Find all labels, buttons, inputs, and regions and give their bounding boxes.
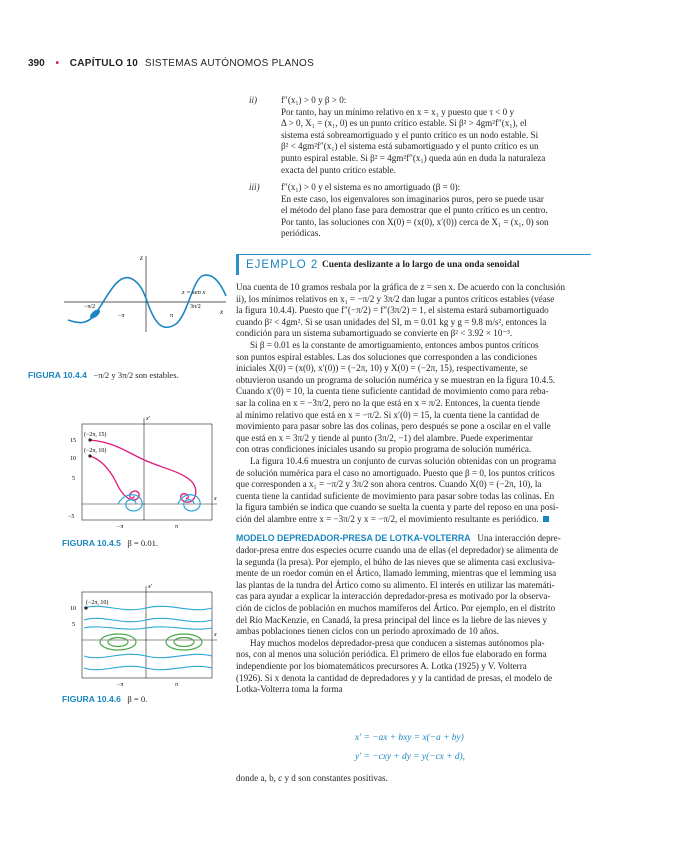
x-tick-pi: π bbox=[175, 524, 179, 530]
orbit-top-1 bbox=[84, 606, 212, 609]
text-line: La figura 10.4.6 muestra un conjunto de curvas solución obtenidas con un programa bbox=[250, 455, 557, 466]
y-tick-10: 10 bbox=[70, 456, 76, 462]
text-line: que corresponden a x₁ = −π/2 y 3π/2 son ahora centros. Cuando X(0) = (−2π, 10), la bbox=[236, 479, 542, 490]
y-tick-5: 5 bbox=[72, 476, 75, 482]
example-heading bbox=[236, 254, 591, 277]
text-line: nos, con al menos una solución periódica. El primero de ellos fue elaborado en forma bbox=[236, 649, 547, 660]
y-tick-15: 15 bbox=[70, 438, 76, 444]
text-line: la figura también se indica que cuando se suelta la cuenta y parte del reposo en una posi- bbox=[236, 502, 559, 513]
x-tick-neg-pi: −π bbox=[117, 524, 124, 530]
item-line: punto espiral estable. Si β² = 4gm²f″(x₁) queda aún en duda la naturaleza bbox=[281, 152, 546, 163]
chapter-label: CAPÍTULO 10 bbox=[69, 58, 139, 69]
text-line: sar la colina en x = −3π/2, pero no la que está en x = π/2. Entonces, la cuenta tiende bbox=[236, 397, 540, 408]
item-line: Por tanto, hay un mínimo relativo en x = x₁ y puesto que τ < 0 y bbox=[281, 106, 515, 117]
model-heading: MODELO DEPREDADOR-PRESA DE LOTKA-VOLTERRA bbox=[236, 533, 471, 544]
example-marker bbox=[236, 255, 239, 275]
text-line: las plantas de la tundra del Ártico como su alimento. El interés en utilizar las matemáti- bbox=[236, 579, 555, 590]
item-body bbox=[281, 182, 589, 240]
text-line: cas para ayudar a explicar la interacción depredador-presa es motivado por la observa- bbox=[236, 591, 551, 602]
x-tick-pi: π bbox=[175, 682, 179, 688]
model-paragraph-2 bbox=[236, 638, 591, 696]
end-of-example-square bbox=[543, 516, 549, 522]
trajectory-beta-001-x0-10 bbox=[90, 456, 139, 500]
item-ii bbox=[249, 95, 589, 176]
item-iii bbox=[249, 182, 589, 240]
header-bullet: • bbox=[55, 58, 59, 69]
tick-three-half-pi: 3π/2 bbox=[190, 304, 201, 310]
axis-label-y: x′ bbox=[148, 584, 152, 590]
text-line: al mínimo relativo que está en x = −π/2. Si x′(0) = 15, la cuenta tiene la cantidad de bbox=[236, 409, 540, 420]
figure-caption-text: β = 0. bbox=[127, 694, 148, 704]
item-body bbox=[281, 95, 589, 176]
page-number: 390 bbox=[28, 58, 45, 69]
item-label: ii) bbox=[249, 95, 258, 105]
item-line: periódicas. bbox=[281, 228, 321, 239]
example-subtitle: Cuenta deslizante a lo largo de una onda senoidal bbox=[322, 260, 520, 270]
text-line: de solución numérica para el caso no amortiguado. Puesto que β = 0, los puntos críticos bbox=[236, 467, 555, 478]
text-line: que está en x = 3π/2 y tiende al punto (3π/2, −1) del alambre. Puede experimentar bbox=[236, 432, 533, 443]
item-line: el método del plano fase para demostrar que el punto crítico es un centro. bbox=[281, 205, 548, 216]
text-line: independiente por los biomatemáticos precursores A. Lotka (1925) y V. Volterra bbox=[236, 661, 527, 671]
center-orbit-left-outer bbox=[100, 634, 136, 650]
figure-caption-text: β = 0.01. bbox=[127, 538, 159, 548]
model-paragraph-1 bbox=[236, 533, 591, 637]
figure-10-4-4 bbox=[60, 252, 230, 334]
item-line: f″(x₁) > 0 y el sistema es no amortiguado (β = 0): bbox=[281, 182, 461, 192]
orbit-bottom-1 bbox=[84, 654, 212, 657]
figure-caption-10-4-5 bbox=[62, 538, 262, 549]
center-orbit-right-outer bbox=[166, 634, 202, 650]
y-tick-5: 5 bbox=[72, 622, 75, 628]
y-tick-10: 10 bbox=[70, 606, 76, 612]
example-text bbox=[236, 282, 591, 696]
equation-x-prime: x′ = −ax + bxy = x(−a + by) bbox=[355, 733, 464, 743]
orbit-bottom-2 bbox=[84, 666, 212, 669]
item-line: Δ > 0, X₁ = (x₁, 0) es un punto crítico estable. Si β² > 4gm²f″(x₁), el bbox=[281, 118, 527, 129]
text-line: cuenta tiene la cantidad suficiente de movimiento para pasar sobre todas las colinas. En bbox=[236, 490, 555, 501]
label-point-15: (−2π, 15) bbox=[84, 432, 107, 438]
curve-label: z = sen x bbox=[182, 289, 206, 296]
text-line: iniciales X(0) = (x(0), x′(0)) = (−2π, 10) y X(0) = (−2π, 15), respectivamente, se bbox=[236, 363, 528, 374]
figure-10-4-5 bbox=[62, 412, 222, 530]
figure-label: FIGURA 10.4.5 bbox=[62, 538, 121, 548]
text-line: Hay muchos modelos depredador-presa que conducen a sistemas autónomos pla- bbox=[250, 637, 545, 648]
paragraph-1 bbox=[236, 282, 591, 340]
figure-caption-10-4-4 bbox=[28, 370, 228, 381]
text-line: con otras condiciones iniciales usando su propio programa de solución numérica. bbox=[236, 444, 532, 455]
text-line: Cuando x′(0) = 10, la cuenta tiene suficiente cantidad de movimiento como para reba- bbox=[236, 386, 549, 397]
model-closing: donde a, b, c y d son constantes positivas. bbox=[236, 773, 388, 783]
text-line: Una cuenta de 10 gramos resbala por la gráfica de z = sen x. De acuerdo con la conclusión bbox=[236, 282, 566, 292]
figure-10-4-6 bbox=[62, 580, 222, 688]
center-orbit-right-inner bbox=[174, 638, 194, 647]
text-line: del Río MacKenzie, en Canadá, la presa principal del lince es la liebre de las nieves y bbox=[236, 614, 548, 625]
sine-curve bbox=[68, 275, 226, 327]
section-title: SISTEMAS AUTÓNOMOS PLANOS bbox=[144, 58, 315, 69]
item-line: En este caso, los eigenvalores son imaginarios puros, pero se puede usar bbox=[281, 193, 544, 204]
axis-label-x: x bbox=[220, 308, 224, 316]
text-line: Lotka-Volterra toma la forma bbox=[236, 684, 343, 695]
item-line: f″(x₁) > 0 y β > 0: bbox=[281, 95, 347, 105]
example-title: EJEMPLO 2 bbox=[246, 259, 319, 271]
initial-point-10 bbox=[84, 606, 87, 609]
paragraph-2 bbox=[236, 340, 591, 456]
label-point-10: (−2π, 10) bbox=[84, 448, 107, 454]
text-line: condición para un sistema subamortiguado se convierte en β² < 3.92 × 10⁻³. bbox=[236, 328, 513, 339]
paragraph-3 bbox=[236, 456, 591, 526]
plot-frame bbox=[82, 424, 212, 520]
item-label: iii) bbox=[249, 182, 260, 192]
label-point-10: (−2π, 10) bbox=[86, 600, 109, 606]
initial-point-10 bbox=[88, 454, 91, 457]
figure-label: FIGURA 10.4.6 bbox=[62, 694, 121, 704]
y-tick-neg5: −5 bbox=[68, 514, 75, 520]
text-line: ii), los mínimos relativos en x₁ = −π/2 y 3π/2 dan lugar a puntos críticos estables (véase bbox=[236, 293, 555, 304]
orbit-top-3 bbox=[84, 627, 212, 629]
x-tick-neg-pi: −π bbox=[117, 682, 124, 688]
text-line: ambas poblaciones tienen ciclos con un periodo aproximado de 10 años. bbox=[236, 626, 499, 637]
text-line: son puntos espiral estables. Las dos soluciones que corresponden a las condiciones bbox=[236, 351, 538, 362]
initial-point-15 bbox=[88, 438, 91, 441]
text-line: Si β = 0.01 es la constante de amortiguamiento, entonces ambos puntos críticos bbox=[250, 339, 539, 350]
item-line: exacta del punto crítico estable. bbox=[281, 164, 396, 175]
figure-caption-10-4-6 bbox=[62, 694, 262, 705]
text-line: obtuvieron usando un programa de solución numérica y se muestran en la figura 10.4.5. bbox=[236, 374, 556, 385]
axis-label-z: z bbox=[140, 254, 143, 262]
text-line: ción del alambre entre x = −3π/2 y x = −π/2, el movimiento resultante es periódico. bbox=[236, 513, 539, 524]
tick-neg-pi: −π bbox=[118, 313, 125, 319]
axis-label-x: x bbox=[214, 496, 217, 502]
text-line: dador-presa entre dos especies ocurre cuando una de ellas (el depredador) se alimenta de bbox=[236, 545, 559, 556]
equation-y-prime: y′ = −cxy + dy = y(−cx + d), bbox=[355, 752, 466, 762]
text-line: la segunda (la presa). Por ejemplo, el búho de las nieves que se alimenta casi exclusiva- bbox=[236, 556, 555, 567]
text-line: movimiento para pasar sobre las dos colinas, pero después se pone a oscilar en el valle bbox=[236, 421, 551, 432]
text-line: la figura 10.4.4). Puesto que f″(−π/2) = f″(3π/2) = 1, el sistema estará subamortiguado bbox=[236, 305, 549, 316]
text-line: Una interacción depre- bbox=[477, 533, 561, 544]
figure-caption-text: −π/2 y 3π/2 son estables. bbox=[93, 370, 179, 380]
text-line: (1926). Si x denota la cantidad de depredadores y y la cantidad de presas, el modelo de bbox=[236, 672, 553, 683]
text-line: ción de ciclos de población en muchos mamíferos del Ártico. Por ejemplo, en el distrito bbox=[236, 603, 556, 614]
item-line: Por tanto, las soluciones con X(0) = (x(0), x′(0)) cerca de X₁ = (x₁, 0) son bbox=[281, 216, 549, 227]
tick-pi: π bbox=[170, 313, 174, 319]
orbit-top-2 bbox=[84, 618, 212, 621]
text-line: mente de un roedor común en el Ártico, llamado lemming, mientras que el lemming usa bbox=[236, 568, 557, 579]
item-line: β² < 4gm²f″(x₁) el sistema está subamortiguado y el punto crítico es un bbox=[281, 141, 539, 152]
center-orbit-left-inner bbox=[108, 638, 128, 647]
running-header bbox=[28, 58, 314, 69]
item-line: sistema está sobreamortiguado y el punto crítico es un nodo estable. Si bbox=[281, 129, 539, 140]
figure-label: FIGURA 10.4.4 bbox=[28, 370, 87, 380]
text-line: cuando β² < 4gm². Si se usan unidades del SI, m = 0.01 kg y g = 9.8 m/s², entonces la bbox=[236, 316, 547, 327]
tick-neg-half-pi: −π/2 bbox=[84, 304, 96, 310]
axis-label-x: x bbox=[214, 632, 217, 638]
axis-label-y: x′ bbox=[146, 416, 150, 422]
